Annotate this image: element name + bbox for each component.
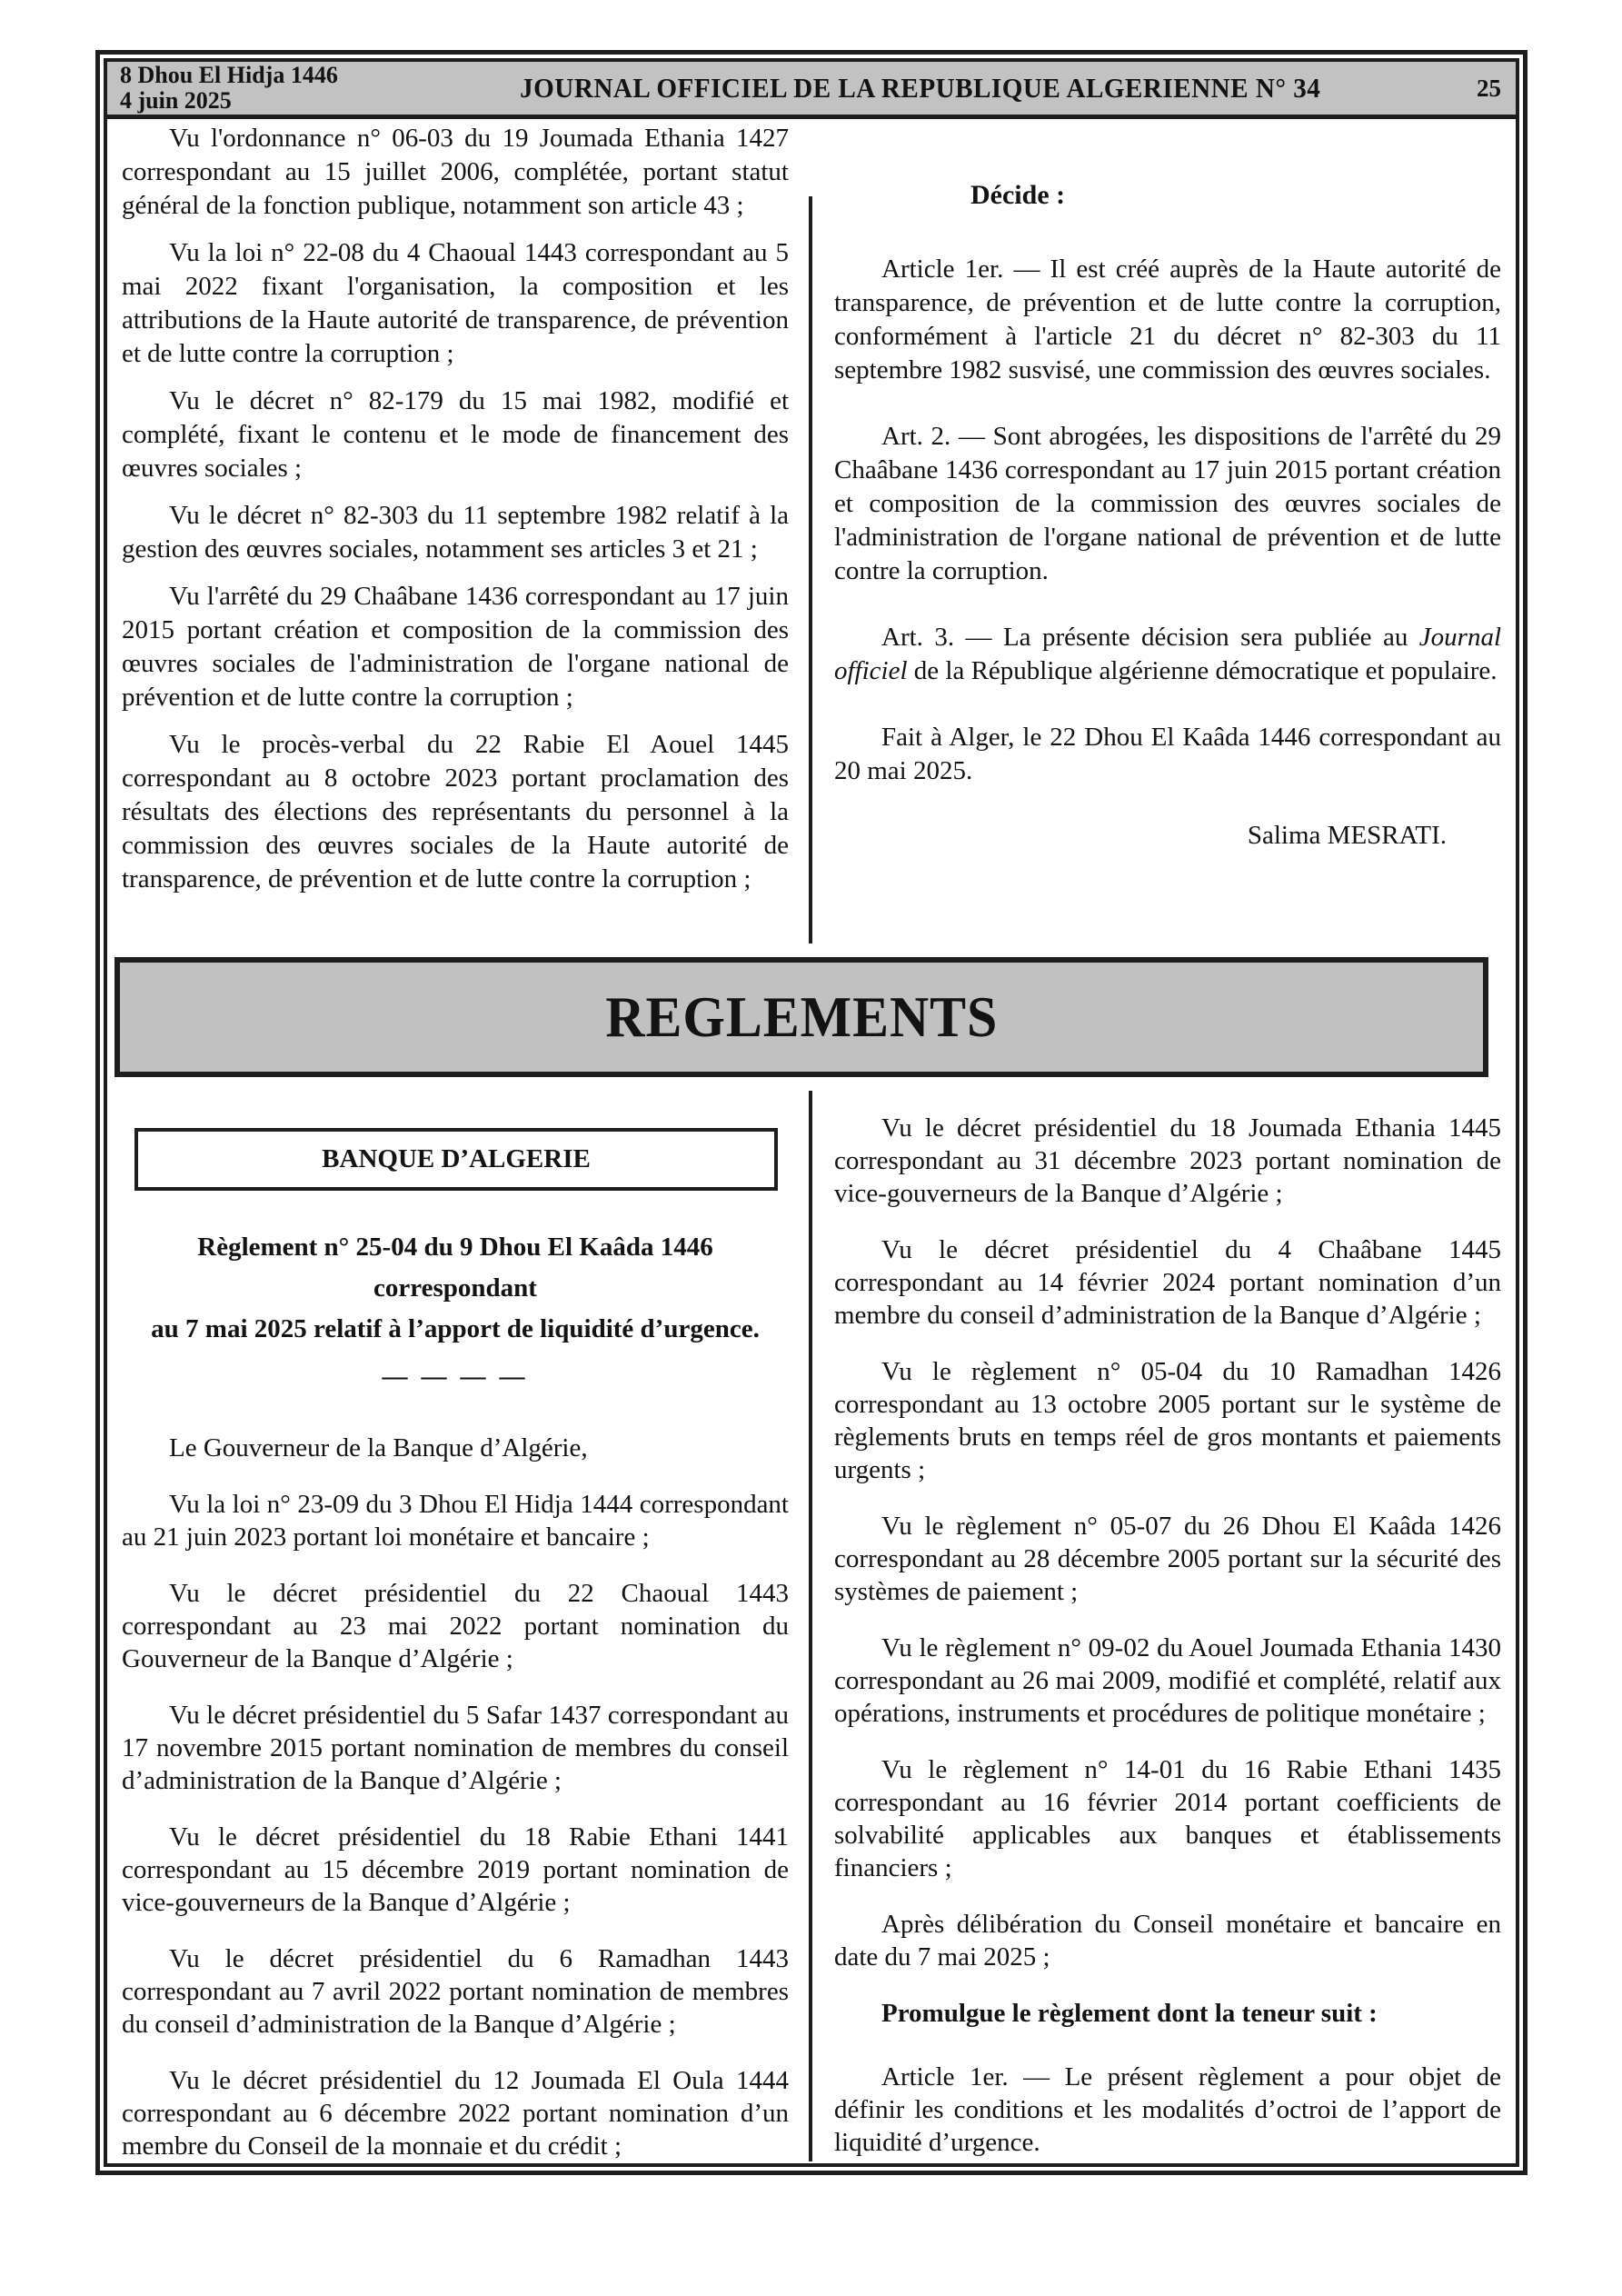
vu-paragraph: Vu le décret présidentiel du 12 Joumada El Oula 1444 correspondant au 6 décembre 2022 portant nomination d’un membre du Conseil de la monnaie et du crédit ; [122, 2066, 789, 2161]
reglement-section [107, 1112, 1516, 2186]
signature: Salima MESRATI. [1247, 821, 1447, 850]
vu-paragraph: Vu le règlement n° 09-02 du Aouel Joumada Ethania 1430 correspondant au 26 mai 2009, modifié et complété, relatif aux opérations, instruments et procédures de politique monétaire ; [834, 1633, 1501, 1728]
article-1-paragraph: Article 1er. — Il est créé auprès de la Haute autorité de transparence, de prévention et de lutte contre la corruption, conformément à l'article 21 du décret n° 82-303 du 11 septembre 1982 susvisé, une commission des œuvres sociales. [834, 255, 1501, 384]
date-gregorian: 4 juin 2025 [120, 87, 232, 114]
vu-paragraph: Vu le règlement n° 05-07 du 26 Dhou El Kaâda 1426 correspondant au 28 décembre 2005 portant sur la sécurité des systèmes de paiement ; [834, 1512, 1501, 1606]
deliberation-paragraph: Après délibération du Conseil monétaire et bancaire en date du 7 mai 2025 ; [834, 1910, 1501, 1972]
article-1-paragraph: Article 1er. — Le présent règlement a pour objet de définir les conditions et les modalités d’octroi de l’apport de liquidité d’urgence. [834, 2062, 1501, 2157]
vu-paragraph: Vu le décret n° 82-179 du 15 mai 1982, modifié et complété, fixant le contenu et le mode de financement des œuvres sociales ; [122, 386, 789, 483]
vu-paragraph: Vu le décret n° 82-303 du 11 septembre 1982 relatif à la gestion des œuvres sociales, notamment ses articles 3 et 21 ; [122, 501, 789, 564]
masthead [107, 62, 1516, 119]
decision-section [107, 122, 1516, 910]
gouverneur-paragraph: Le Gouverneur de la Banque d’Algérie, [169, 1433, 588, 1462]
vu-paragraph: Vu le règlement n° 14-01 du 16 Rabie Ethani 1435 correspondant au 16 février 2014 portant coefficients de solvabilité applicables aux banques et établissements financiers ; [834, 1755, 1501, 1882]
page-number: 25 [1477, 74, 1501, 102]
vu-paragraph: Vu la loi n° 23-09 du 3 Dhou El Hidja 1444 correspondant au 21 juin 2023 portant loi monétaire et bancaire ; [122, 1490, 789, 1552]
decision-left-column [122, 122, 789, 910]
banque-dalgerie-box: BANQUE D’ALGERIE [134, 1128, 778, 1191]
journal-officiel-italic: Journal officiel [834, 623, 1501, 685]
dash-separator: — — — — [382, 1363, 529, 1391]
reglements-banner-title: REGLEMENTS [605, 984, 998, 1049]
decide-heading: Décide : [970, 180, 1066, 210]
vu-paragraph: Vu le décret présidentiel du 18 Joumada Ethania 1445 correspondant au 31 décembre 2023 portant nomination de vice-gouverneurs de la Banque d’Algérie ; [834, 1113, 1501, 1208]
vu-paragraph: Vu le décret présidentiel du 22 Chaoual 1443 correspondant au 23 mai 2022 portant nomination du Gouverneur de la Banque d’Algérie ; [122, 1579, 789, 1673]
vu-paragraph: Vu l'arrêté du 29 Chaâbane 1436 correspondant au 17 juin 2015 portant création et composition de la commission des œuvres sociales de l'administration de l'organe national de prévention et de lutte contre la corruption ; [122, 582, 789, 712]
reglement-title: Règlement n° 25-04 du 9 Dhou El Kaâda 1446 correspondant au 7 mai 2025 relatif à l’apport de liquidité d’urgence. [151, 1233, 760, 1343]
vu-paragraph: Vu le décret présidentiel du 4 Chaâbane 1445 correspondant au 14 février 2024 portant nomination d’un membre du conseil d’administration de la Banque d’Algérie ; [834, 1235, 1501, 1330]
vu-paragraph: Vu le procès-verbal du 22 Rabie El Aouel 1445 correspondant au 8 octobre 2023 portant proclamation des résultats des élections des représentants du personnel à la commission des œuvres sociales de la Haute autorité de transparence, de prévention et de lutte contre la corruption ; [122, 730, 789, 893]
promulgue-heading: Promulgue le règlement dont la teneur suit : [881, 1999, 1378, 2028]
reglement-right-column [834, 1112, 1501, 2186]
vu-paragraph: Vu le décret présidentiel du 18 Rabie Ethani 1441 correspondant au 15 décembre 2019 portant nomination de vice-gouverneurs de la Banque d’Algérie ; [122, 1822, 789, 1917]
vu-paragraph: Vu le décret présidentiel du 5 Safar 1437 correspondant au 17 novembre 2015 portant nomination de membres du conseil d’administration de la Banque d’Algérie ; [122, 1701, 789, 1795]
fait-a-alger-paragraph: Fait à Alger, le 22 Dhou El Kaâda 1446 correspondant au 20 mai 2025. [834, 723, 1501, 785]
article-2-paragraph: Art. 2. — Sont abrogées, les dispositions de l'arrêté du 29 Chaâbane 1436 correspondant au 17 juin 2015 portant création et composition de la commission des œuvres sociales de l'administration de l'organe national de prévention et de lutte contre la corruption. [834, 422, 1501, 585]
masthead-dates [107, 63, 407, 114]
journal-title: JOURNAL OFFICIEL DE LA REPUBLIQUE ALGERIENNE N° 34 [520, 72, 1321, 104]
vu-paragraph: Vu le décret présidentiel du 6 Ramadhan 1443 correspondant au 7 avril 2022 portant nomination de membres du conseil d’administration de la Banque d’Algérie ; [122, 1944, 789, 2039]
reglements-banner [114, 957, 1488, 1077]
page-frame-inner [104, 58, 1519, 2167]
vu-paragraph: Vu le règlement n° 05-04 du 10 Ramadhan 1426 correspondant au 13 octobre 2005 portant sur le système de règlements bruts en temps réel de gros montants et paiements urgents ; [834, 1357, 1501, 1484]
date-hijri: 8 Dhou El Hidja 1446 [120, 62, 338, 88]
article-3-paragraph: Art. 3. — La présente décision sera publiée au Journal officiel de la République algérienne démocratique et populaire. [834, 623, 1501, 685]
decision-right-column [834, 122, 1501, 910]
page-frame [95, 50, 1527, 2175]
vu-paragraph: Vu l'ordonnance n° 06-03 du 19 Joumada Ethania 1427 correspondant au 15 juillet 2006, complétée, portant statut général de la fonction publique, notamment son article 43 ; [122, 124, 789, 220]
vu-paragraph: Vu la loi n° 22-08 du 4 Chaoual 1443 correspondant au 5 mai 2022 fixant l'organisation, la composition et les attributions de la Haute autorité de transparence, de prévention et de lutte contre la corruption ; [122, 238, 789, 368]
reglement-left-column [122, 1112, 789, 2186]
